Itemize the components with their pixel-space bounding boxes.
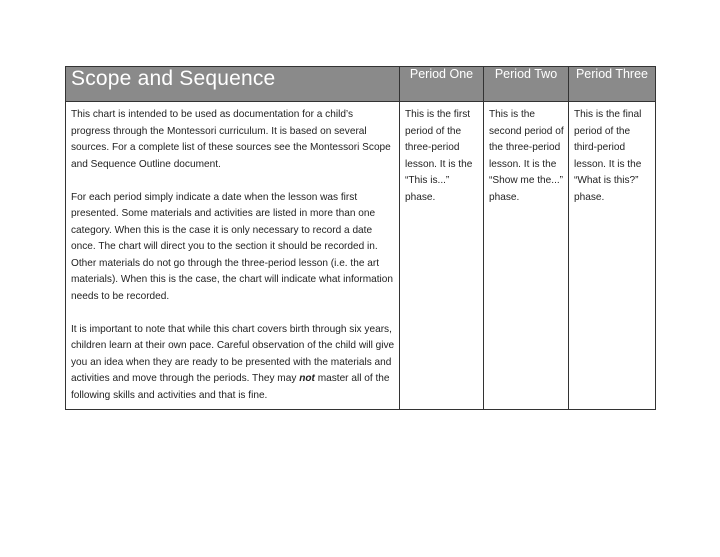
intro-paragraph-1: This chart is intended to be used as documentation for a child’s progress through the Montessori curriculum. It is based on several sources. For a complete list of these sources see the Montessori Scope and Sequence Outline document. (71, 109, 391, 170)
period-three-header: Period Three (569, 67, 656, 102)
intro-cell (66, 102, 400, 410)
intro-paragraph-3-end: master all of the following skills and activities and that is fine. (71, 373, 390, 401)
description-row (66, 102, 656, 410)
period-three-description: This is the final period of the third-period lesson. It is the “What is this?” phase. (569, 102, 656, 410)
scope-and-sequence-table (65, 66, 656, 410)
period-two-description: This is the second period of the three-period lesson. It is the “Show me the...” phase. (484, 102, 569, 410)
table-title: Scope and Sequence (66, 67, 400, 102)
intro-paragraph-3 (71, 322, 395, 405)
intro-paragraph-2: For each period simply indicate a date when the lesson was first presented. Some materials and activities are listed in more than one category. When this is the case it is only necessary to record a date once. The chart will direct you to the section it should be recorded in. Other materials do not go through the three-period lesson (i.e. the art materials). When this is the case, the chart will indicate what information needs to be recorded. (71, 191, 394, 302)
period-one-header: Period One (400, 67, 484, 102)
period-two-header: Period Two (484, 67, 569, 102)
emphasis-not: not (299, 373, 315, 384)
header-row (66, 67, 656, 102)
period-one-description: This is the first period of the three-period lesson. It is the “This is...” phase. (400, 102, 484, 410)
intro-paragraph-3-start: It is important to note that while this chart covers birth through six years, children learn at their own pace. Careful observation of the child will give you an idea when they are ready to be presented with the materials and activities and move through the periods. They may (71, 323, 395, 384)
